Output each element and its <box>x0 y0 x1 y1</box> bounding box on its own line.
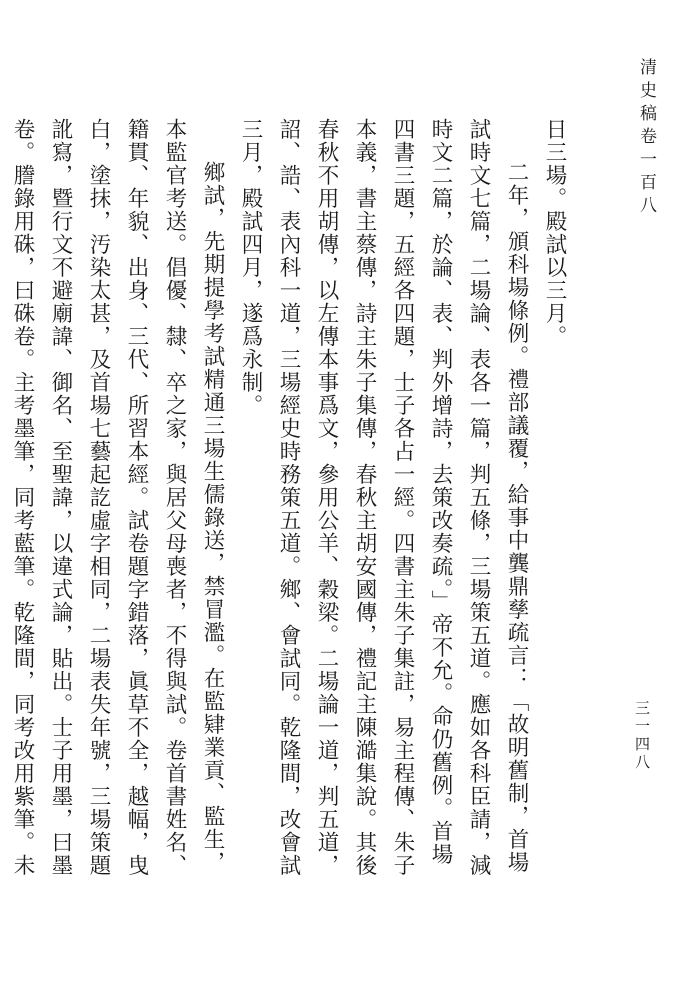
page-number: 三一四八 <box>633 700 651 772</box>
paragraph-3: 鄉試，先期提學考試精通三場生儒錄送，禁冒濫。在監肄業貢、監生，本監官考送。倡優、隸、卒之家，與居父母喪者，不得與試。卷首書姓名、籍貫、年貌、出身、三代、所習本經。試卷題字錯落，眞草不全，越幅，曳白，塗抹，汚染太甚，及首場七藝起訖虛字相同，二場表失年號，三場策題訛寫，暨行文不避廟諱、御名、至聖諱，以違式論，貼出。士子用墨，曰墨卷。謄錄用硃，曰硃卷。主考墨筆，同考藍筆。乾隆間，同考改用紫筆。未 <box>10 118 225 877</box>
paragraph-2: 二年，頒科場條例。禮部議覆，給事中龔鼎孳疏言：「故明舊制，首場試時文七篇，二場論、表各一篇，判五條，三場策五道。應如各科臣請，減時文二篇，於論、表、判外增詩，去策改奏疏。」帝不允。命仍舊例。首場四書三題，五經各四題，士子各占一經。四書主朱子集註，易主程傳、朱子本義，書主蔡傳，詩主朱子集傳，春秋主胡安國傳，禮記主陳澔集說。其後春秋不用胡傳，以左傳本事爲文，參用公羊、穀梁。二場論一道，判五道，詔、誥、表內科一道，三場經史時務策五道。鄉、會試同。乾隆間，改會試三月，殿試四月，遂爲永制。 <box>238 118 529 877</box>
body-text <box>10 118 573 878</box>
paragraph-1: 日三場。殿試以三月。 <box>542 118 567 348</box>
running-title: 清史稿卷一百八 <box>636 58 656 219</box>
